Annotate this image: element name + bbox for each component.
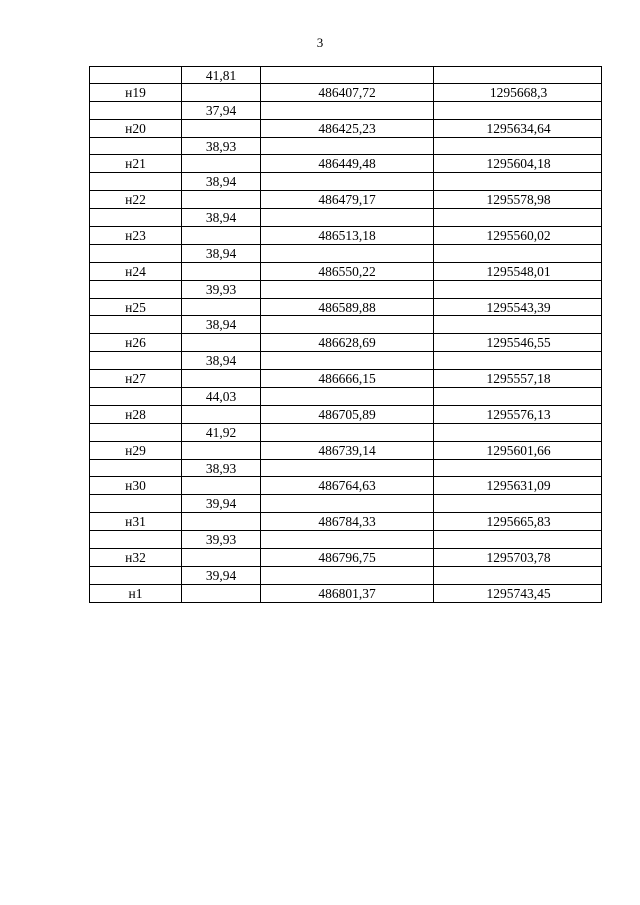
point-row [89, 227, 602, 245]
y-coordinate-cell: 1295604,18 [433, 155, 603, 172]
distance-cell [181, 370, 260, 387]
point-name-cell: н28 [125, 406, 146, 422]
y-coordinate-cell [433, 567, 603, 584]
distance-cell [181, 120, 260, 137]
segment-row [89, 66, 602, 84]
segment-row [89, 388, 602, 406]
point-name-cell [90, 567, 181, 584]
x-coordinate-cell [260, 424, 433, 441]
segment-row [89, 352, 602, 370]
y-coordinate-cell [433, 495, 603, 512]
segment-row [89, 138, 602, 156]
segment-row [89, 281, 602, 299]
y-coordinate-cell: 1295703,78 [433, 549, 603, 566]
x-coordinate-cell: 486407,72 [260, 84, 433, 101]
y-coordinate-cell: 1295576,13 [433, 406, 603, 423]
x-coordinate-cell: 486764,63 [260, 477, 433, 494]
point-name-cell: н29 [125, 442, 146, 458]
distance-cell: 38,94 [181, 173, 260, 190]
distance-cell [181, 227, 260, 244]
y-coordinate-cell: 1295634,64 [433, 120, 603, 137]
y-coordinate-cell: 1295578,98 [433, 191, 603, 208]
x-coordinate-cell: 486479,17 [260, 191, 433, 208]
x-coordinate-cell [260, 531, 433, 548]
point-name-cell [90, 316, 181, 333]
point-name-cell: н21 [125, 156, 146, 172]
distance-cell: 38,94 [181, 209, 260, 226]
y-coordinate-cell [433, 531, 603, 548]
point-row [89, 549, 602, 567]
point-name-cell: н22 [125, 192, 146, 208]
point-name-cell: н25 [125, 299, 146, 315]
segment-row [89, 245, 602, 263]
point-name-cell [90, 138, 181, 155]
y-coordinate-cell [433, 424, 603, 441]
x-coordinate-cell [260, 388, 433, 405]
point-row [89, 84, 602, 102]
segment-row [89, 495, 602, 513]
point-row [89, 442, 602, 460]
point-name-cell: н31 [125, 514, 146, 530]
x-coordinate-cell [260, 209, 433, 226]
point-row [89, 513, 602, 531]
segment-row [89, 173, 602, 191]
point-name-cell [90, 460, 181, 477]
y-coordinate-cell: 1295631,09 [433, 477, 603, 494]
distance-cell: 39,94 [181, 567, 260, 584]
distance-cell: 38,94 [181, 352, 260, 369]
y-coordinate-cell [433, 209, 603, 226]
point-name-cell: н23 [125, 228, 146, 244]
x-coordinate-cell: 486628,69 [260, 334, 433, 351]
x-coordinate-cell: 486550,22 [260, 263, 433, 280]
point-row [89, 477, 602, 495]
point-row [89, 191, 602, 209]
point-name-cell [90, 495, 181, 512]
x-coordinate-cell: 486513,18 [260, 227, 433, 244]
y-coordinate-cell [433, 352, 603, 369]
y-coordinate-cell [433, 460, 603, 477]
segment-row [89, 567, 602, 585]
distance-cell [181, 406, 260, 423]
y-coordinate-cell [433, 388, 603, 405]
distance-cell [181, 442, 260, 459]
x-coordinate-cell [260, 173, 433, 190]
distance-cell: 38,93 [181, 138, 260, 155]
point-name-cell [90, 388, 181, 405]
segment-row [89, 460, 602, 478]
x-coordinate-cell [260, 460, 433, 477]
distance-cell: 39,93 [181, 531, 260, 548]
distance-cell: 41,81 [181, 67, 260, 83]
point-name-cell [90, 352, 181, 369]
point-name-cell: н30 [125, 478, 146, 494]
distance-cell: 38,94 [181, 245, 260, 262]
y-coordinate-cell: 1295546,55 [433, 334, 603, 351]
segment-row [89, 531, 602, 549]
point-name-cell [90, 531, 181, 548]
point-row [89, 370, 602, 388]
y-coordinate-cell: 1295543,39 [433, 299, 603, 316]
x-coordinate-cell: 486705,89 [260, 406, 433, 423]
distance-cell: 39,93 [181, 281, 260, 298]
x-coordinate-cell [260, 67, 433, 83]
distance-cell [181, 477, 260, 494]
distance-cell [181, 263, 260, 280]
coordinates-table [89, 66, 602, 603]
point-row [89, 334, 602, 352]
segment-row [89, 316, 602, 334]
distance-cell [181, 513, 260, 530]
distance-cell [181, 191, 260, 208]
y-coordinate-cell [433, 138, 603, 155]
point-row [89, 155, 602, 173]
y-coordinate-cell [433, 281, 603, 298]
point-name-cell [90, 424, 181, 441]
y-coordinate-cell [433, 67, 603, 83]
x-coordinate-cell: 486739,14 [260, 442, 433, 459]
point-name-cell: н26 [125, 335, 146, 351]
x-coordinate-cell [260, 495, 433, 512]
x-coordinate-cell: 486801,37 [260, 585, 433, 602]
x-coordinate-cell: 486666,15 [260, 370, 433, 387]
distance-cell: 38,93 [181, 460, 260, 477]
distance-cell: 39,94 [181, 495, 260, 512]
page-number: 3 [316, 35, 324, 50]
segment-row [89, 102, 602, 120]
x-coordinate-cell: 486425,23 [260, 120, 433, 137]
distance-cell: 37,94 [181, 102, 260, 119]
x-coordinate-cell: 486796,75 [260, 549, 433, 566]
x-coordinate-cell [260, 245, 433, 262]
y-coordinate-cell: 1295560,02 [433, 227, 603, 244]
point-name-cell [90, 67, 181, 83]
point-name-cell: н32 [125, 550, 146, 566]
x-coordinate-cell [260, 138, 433, 155]
y-coordinate-cell: 1295601,66 [433, 442, 603, 459]
x-coordinate-cell: 486449,48 [260, 155, 433, 172]
point-name-cell: н20 [125, 120, 146, 136]
x-coordinate-cell [260, 102, 433, 119]
y-coordinate-cell: 1295668,3 [433, 84, 603, 101]
distance-cell [181, 549, 260, 566]
point-row [89, 299, 602, 317]
point-name-cell [90, 281, 181, 298]
y-coordinate-cell [433, 102, 603, 119]
distance-cell [181, 299, 260, 316]
x-coordinate-cell [260, 352, 433, 369]
point-name-cell: н27 [125, 371, 146, 387]
distance-cell: 44,03 [181, 388, 260, 405]
distance-cell: 41,92 [181, 424, 260, 441]
point-row [89, 406, 602, 424]
y-coordinate-cell: 1295548,01 [433, 263, 603, 280]
point-row [89, 585, 602, 603]
distance-cell [181, 155, 260, 172]
point-name-cell: н1 [128, 585, 143, 601]
point-name-cell [90, 102, 181, 119]
point-name-cell: н19 [125, 84, 146, 100]
x-coordinate-cell: 486589,88 [260, 299, 433, 316]
x-coordinate-cell [260, 567, 433, 584]
y-coordinate-cell: 1295665,83 [433, 513, 603, 530]
point-name-cell [90, 173, 181, 190]
distance-cell [181, 334, 260, 351]
segment-row [89, 424, 602, 442]
distance-cell: 38,94 [181, 316, 260, 333]
point-name-cell [90, 245, 181, 262]
y-coordinate-cell: 1295557,18 [433, 370, 603, 387]
x-coordinate-cell: 486784,33 [260, 513, 433, 530]
point-name-cell: н24 [125, 263, 146, 279]
point-row [89, 263, 602, 281]
segment-row [89, 209, 602, 227]
point-name-cell [90, 209, 181, 226]
y-coordinate-cell [433, 316, 603, 333]
y-coordinate-cell [433, 173, 603, 190]
y-coordinate-cell: 1295743,45 [433, 585, 603, 602]
y-coordinate-cell [433, 245, 603, 262]
point-row [89, 120, 602, 138]
x-coordinate-cell [260, 316, 433, 333]
x-coordinate-cell [260, 281, 433, 298]
distance-cell [181, 84, 260, 101]
distance-cell [181, 585, 260, 602]
